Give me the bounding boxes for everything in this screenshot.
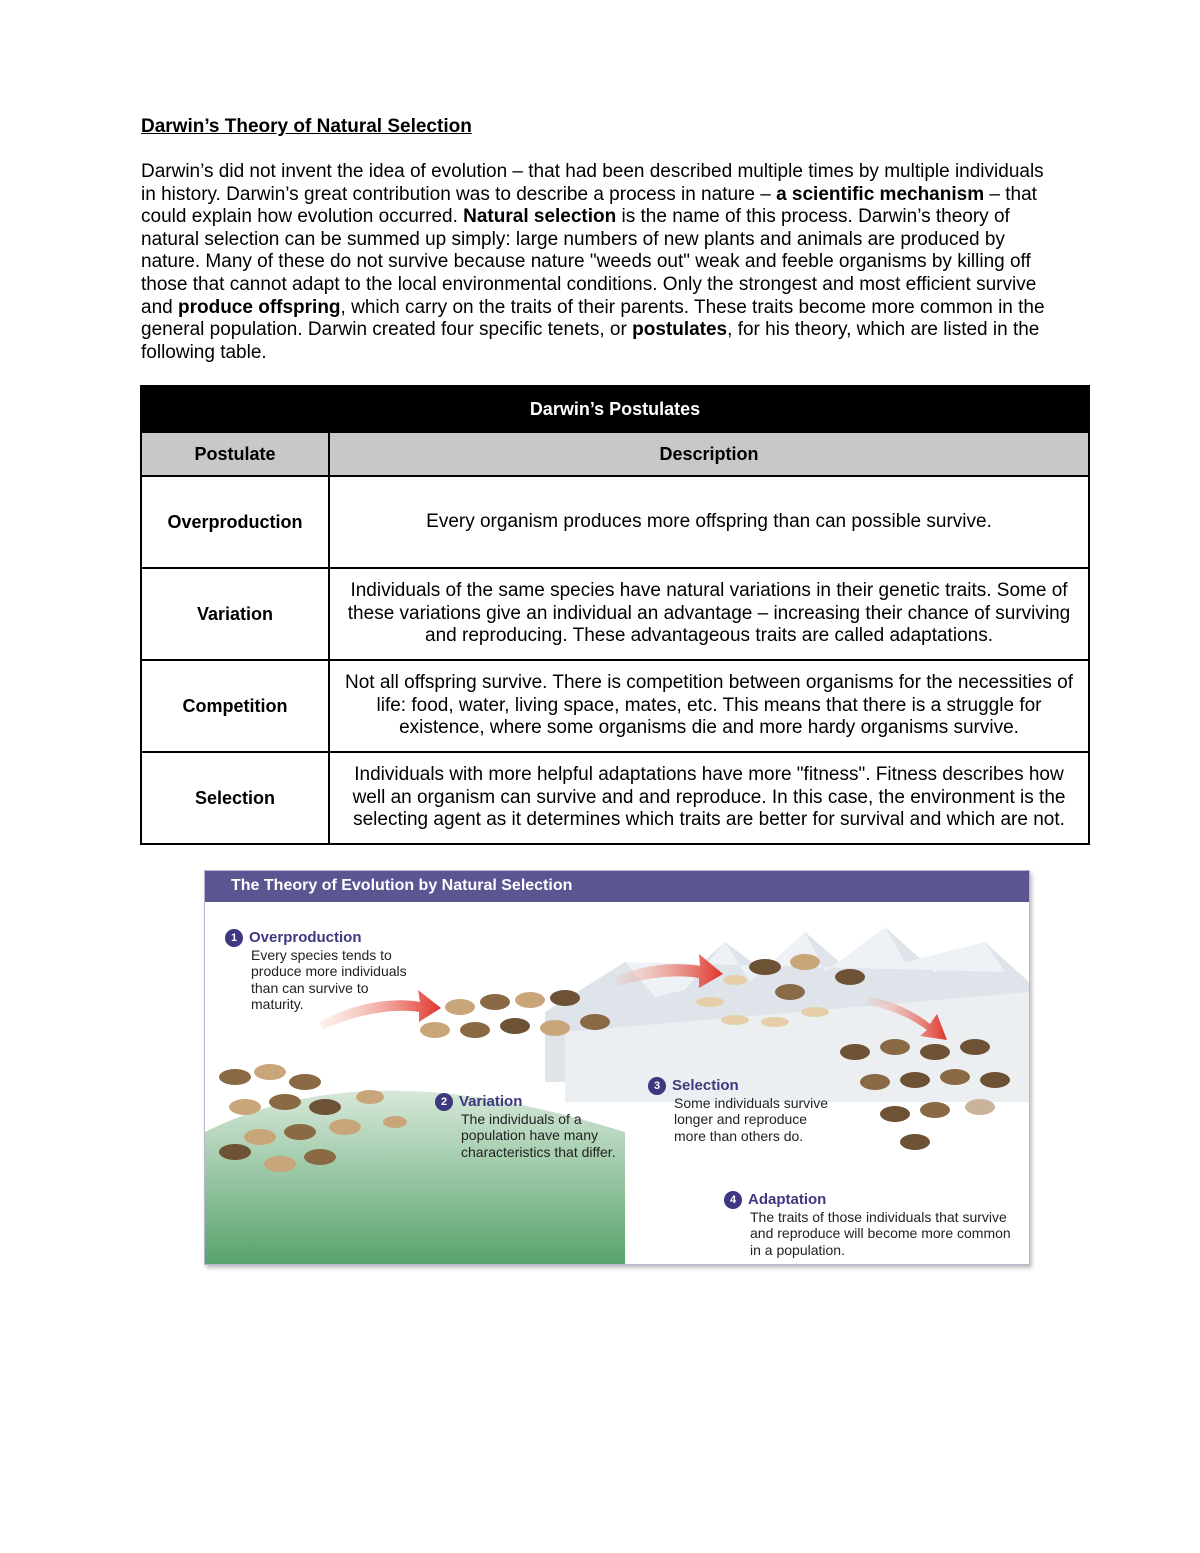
- postulate-name: Selection: [141, 752, 329, 844]
- postulate-description: Not all offspring survive. There is competition between organisms for the necessities of life: food, water, living space, mates, etc. This means that there is a struggle for existence, where some organisms die and more hardy organisms survive.: [329, 660, 1089, 752]
- postulate-name: Variation: [141, 568, 329, 660]
- step-number-badge: 1: [225, 929, 243, 947]
- column-header-postulate: Postulate: [141, 432, 329, 476]
- table-row: [141, 660, 1089, 752]
- intro-bold-scientific-mechanism: a scientific mechanism: [776, 183, 985, 205]
- document-title: Darwin’s Theory of Natural Selection: [141, 116, 472, 137]
- table-row: [141, 752, 1089, 844]
- figure-title: The Theory of Evolution by Natural Selection: [231, 877, 573, 894]
- postulate-name: Overproduction: [141, 476, 329, 568]
- intro-text-2: – that could explain how evolution occurred.: [141, 183, 1037, 228]
- postulate-description: Individuals with more helpful adaptations have more "fitness". Fitness describes how well an organism can survive and and reproduce. In this case, the environment is the selecting agent as it determines which traits are better for survival and which are not.: [329, 752, 1089, 844]
- postulate-description: Every organism produces more offspring than can possible survive.: [329, 476, 1089, 568]
- step-adaptation: [724, 1191, 1014, 1258]
- figure-header: [205, 871, 1029, 902]
- intro-bold-produce-offspring: produce offspring: [177, 296, 341, 318]
- natural-selection-figure: [204, 870, 1030, 1265]
- intro-bold-natural-selection: Natural selection: [463, 206, 617, 228]
- postulate-description: Individuals of the same species have natural variations in their genetic traits. Some of these variations give an individual an advantage – increasing their chance of surviving and reproducing. These advantageous traits are called adaptations.: [329, 568, 1089, 660]
- step-number-badge: 3: [648, 1077, 666, 1095]
- step-overproduction: [225, 929, 415, 1012]
- step-text: Some individuals survive longer and reproduce more than others do.: [674, 1095, 829, 1144]
- intro-text-5: , for his theory, which are listed in the following table.: [141, 319, 1040, 363]
- intro-text-1: Darwin’s did not invent the idea of evolution – that had been described multiple times by multiple individuals in history. Darwin’s great contribution was to describe a process in nature –: [141, 161, 1044, 205]
- step-label: Variation: [459, 1093, 523, 1110]
- step-text: The traits of those individuals that survive and reproduce will become more common in a population.: [750, 1209, 1011, 1258]
- step-label: Overproduction: [249, 929, 362, 946]
- postulates-table: [140, 385, 1090, 845]
- intro-paragraph: [141, 161, 1056, 364]
- step-variation: [435, 1093, 625, 1160]
- intro-text-3: is the name of this process. Darwin’s theory of natural selection can be summed up simply: large numbers of new plants and animals are produced by nature. Many of these do not survive because nature "weeds out" weak and feeble organisms by killing off those that cannot adapt to the local environmental conditions. Only the strongest and most efficient survive and: [141, 206, 1037, 318]
- intro-bold-postulates: postulates: [632, 319, 728, 341]
- table-row: [141, 568, 1089, 660]
- column-header-description: Description: [329, 432, 1089, 476]
- intro-text-4: , which carry on the traits of their parents. These traits become more common in the general population. Darwin created four specific tenets, or: [141, 296, 1045, 341]
- step-label: Adaptation: [748, 1191, 827, 1208]
- table-row: [141, 476, 1089, 568]
- table-caption: Darwin’s Postulates: [141, 386, 1089, 432]
- step-text: The individuals of a population have many characteristics that differ.: [461, 1111, 616, 1160]
- step-text: Every species tends to produce more individuals than can survive to maturity.: [251, 947, 407, 1012]
- postulate-name: Competition: [141, 660, 329, 752]
- step-number-badge: 2: [435, 1093, 453, 1111]
- step-label: Selection: [672, 1077, 739, 1094]
- step-selection: [648, 1077, 838, 1144]
- step-number-badge: 4: [724, 1191, 742, 1209]
